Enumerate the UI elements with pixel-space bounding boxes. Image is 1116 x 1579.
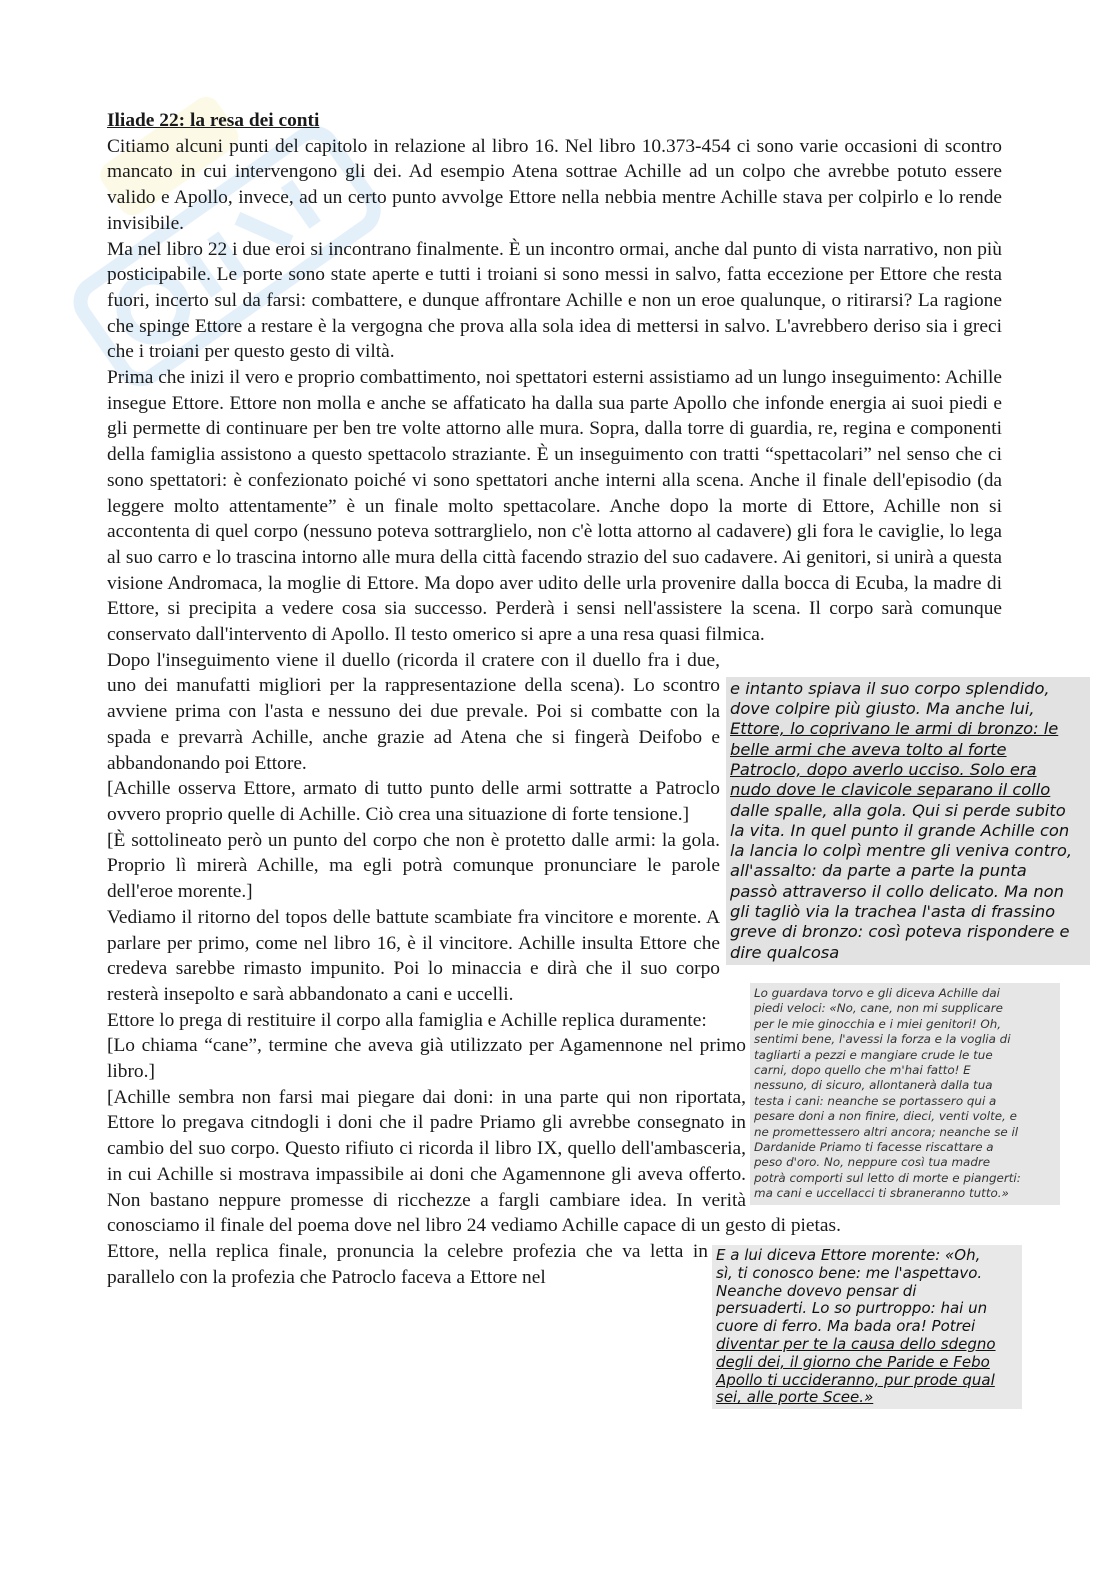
quote-line: degli dei, il giorno che Paride e Febo <box>716 1352 990 1371</box>
quote-line: ne promettessero altri ancora; neanche se il <box>754 1124 1019 1139</box>
document-body <box>107 108 1073 1409</box>
quote-line: Lo guardava torvo e gli diceva Achille dai <box>754 985 1000 1000</box>
quote-line: potrà comporti sul letto di morte e piangerti: <box>754 1170 1021 1185</box>
paragraph: Ettore, nella replica finale, pronuncia la celebre profezia che va letta in parallelo con la profezia che Patroclo faceva a Ettore nel <box>107 1240 708 1288</box>
quote-line: greve di bronzo: così poteva rispondere e <box>730 922 1070 942</box>
quote-line: E a lui diceva Ettore morente: «Oh, <box>716 1245 981 1264</box>
quote-line: diventar per te la causa dello sdegno <box>716 1334 996 1353</box>
quote-line: peso d'oro. No, neppure così tua madre <box>754 1155 991 1170</box>
paragraph: Vediamo il ritorno del topos delle battute scambiate fra vincitore e morente. A parlare per primo, come nel libro 16, è il vincitore. Achille insulta Ettore che credeva sarebbe rimasto impunito. Poi lo minaccia e dirà che il suo corpo resterà insepolto e sarà abbandonato a cani e uccelli. <box>107 906 720 1005</box>
quote-line: carni, dopo quello che m'hai fatto! E <box>754 1062 971 1077</box>
quote-line: passò attraverso il collo delicato. Ma non <box>730 881 1064 901</box>
quote-line: ma cani e uccellacci ti sbraneranno tutto.» <box>754 1186 1009 1201</box>
quote-line: pesare doni a non finire, dieci, venti volte, e <box>754 1109 1017 1124</box>
paragraph: Ma nel libro 22 i due eroi si incontrano finalmente. È un incontro ormai, anche dal punto di vista narrativo, non più posticipabile. Le porte sono state aperte e tutti i troiani si sono messi in salvo, fatta eccezione per Ettore che resta fuori, incerto sul da farsi: combattere, e dunque affrontare Achille e non un eroe qualunque, o ritirarsi? La ragione che spinge Ettore a restare è la vergogna che prova alla sola idea di mettersi in salvo. L'avrebbero deriso sia i greci che i troiani per questo gesto di viltà. <box>107 238 1002 363</box>
quote-line: sì, ti conosco bene: me l'aspettavo. <box>716 1263 983 1282</box>
paragraph: Dopo l'inseguimento viene il duello (ricorda il cratere con il duello fra i due, uno dei manufatti migliori per la rappresentazione della scena). Lo scontro avviene prima con l'asta e nessuno dei due prevale. Poi si combatte con la spada e prevarrà Achille, anche grazie ad Atena che si fingerà Deifobo e abbandonando poi Ettore. <box>107 649 720 774</box>
quote-line: e intanto spiava il suo corpo splendido, <box>730 678 1050 698</box>
paragraph: [Lo chiama “cane”, termine che aveva già utilizzato per Agamennone nel primo libro.] <box>107 1035 746 1083</box>
quote-line: Patroclo, dopo averlo ucciso. Solo era <box>730 759 1037 779</box>
quote-line: Apollo ti uccideranno, pur prode qual <box>716 1370 995 1389</box>
quote-line: gli tagliò via la trachea l'asta di frassino <box>730 902 1056 922</box>
quote-line: per le mie ginocchia e i miei genitori! Oh, <box>754 1016 1002 1031</box>
paragraph: [Achille sembra non farsi mai piegare dai doni: in una parte qui non riportata, Ettore lo pregava citndogli i doni che il padre Priamo gli avrebbe consegnato in cambio del suo corpo. Questo rifiuto ci ricorda il libro IX, quello dell'ambasceria, in cui Achille si mostrava impassibile ai doni che Agamennone gli aveva offerto. Non bastano neppure promesse di ricchezze a fargli cambiare idea. In verità conosciamo il finale del poema dove nel libro 24 vediamo Achille capace di un gesto di pietas. <box>107 1086 841 1237</box>
quote-line: Neanche dovevo pensar di <box>716 1281 917 1300</box>
quote-image-hector <box>712 1245 1022 1409</box>
quote-line: cuore di ferro. Ma bada ora! Potrei <box>716 1317 976 1336</box>
quote-image-duel <box>726 677 1090 965</box>
quote-line: nessuno, di sicuro, allontanerà dalla tua <box>754 1078 993 1093</box>
quote-line: nudo dove le clavicole separano il collo <box>730 780 1051 800</box>
quote-line: dalle spalle, alla gola. Qui si perde subito <box>730 800 1066 820</box>
quote-line: tagliarti a pezzi e mangiare crude le tue <box>754 1047 993 1062</box>
quote-line: testa i cani: neanche se portassero qui a <box>754 1093 997 1108</box>
quote-line: la lancia lo colpì mentre gli veniva contro, <box>730 841 1073 861</box>
page-title: Iliade 22: la resa dei conti <box>107 110 320 131</box>
quote-image-achilles <box>750 983 1060 1205</box>
quote-line: Ettore, lo coprivano le armi di bronzo: le <box>730 719 1059 739</box>
quote-line: persuaderti. Lo so purtroppo: hai un <box>716 1299 988 1318</box>
paragraph: Citiamo alcuni punti del capitolo in relazione al libro 16. Nel libro 10.373-454 ci sono varie occasioni di scontro mancato in cui intervengono gli dei. Ad esempio Atena sottrae Achille ad un colpo che avrebbe potuto essere valido e Apollo, invece, ad un certo punto avvolge Ettore nella nebbia mentre Achille stava per colpirlo e lo rende invisibile. <box>107 135 1002 234</box>
quote-line: all'assalto: da parte a parte la punta <box>730 861 1027 881</box>
paragraph: Ettore lo prega di restituire il corpo alla famiglia e Achille replica duramente: <box>107 1009 707 1031</box>
quote-line: belle armi che aveva tolto al forte <box>730 739 1007 759</box>
quote-line: sei, alle porte Scee.» <box>716 1388 874 1407</box>
quote-line: dire qualcosa <box>730 942 840 962</box>
quote-line: sentimi bene, l'avessi la forza e la voglia di <box>754 1032 1011 1047</box>
quote-line: la vita. In quel punto il grande Achille con <box>730 820 1070 840</box>
paragraph: [Achille osserva Ettore, armato di tutto punto delle armi sottratte a Patroclo ovvero proprio quelle di Achille. Ciò crea una situazione di forte tensione.] <box>107 778 720 825</box>
quote-line: dove colpire più giusto. Ma anche lui, <box>730 699 1035 719</box>
quote-line: Dardanide Priamo ti facesse riscattare a <box>754 1139 994 1154</box>
quote-line: piedi veloci: «No, cane, non mi supplicare <box>754 1001 1003 1016</box>
paragraph: [È sottolineato però un punto del corpo che non è protetto dalle armi: la gola. Proprio lì mirerà Achille, ma egli potrà comunque pronunciare le parole dell'eroe morente.] <box>107 829 720 903</box>
paragraph: Prima che inizi il vero e proprio combattimento, noi spettatori esterni assistiamo ad un lungo inseguimento: Achille insegue Ettore. Ettore non molla e anche se affaticato ha dalla sua parte Apollo che infonde energia ai suoi piedi e gli permette di continuare per ben tre volte attorno alle mura. Sopra, dalla torre di guardia, re, regina e componenti della famiglia assistono a questo spettacolo straziante. È un inseguimento con tratti “spettacolari” nel senso che ci sono spettatori: è confezionato poiché vi sono spettatori anche interni alla scena. Anche il finale dell'episodio (da leggere molto attentamente” è un finale molto spettacolare. Anche dopo la morte di Ettore, Achille non si accontenta di quel corpo (nessuno poteva sottrarglielo, non c'è lotta attorno al cadavere) gli fora le caviglie, lo lega al suo carro e lo trascina intorno alle mura della città facendo strazio del suo cadavere. Ai genitori, si unirà a questa visione Andromaca, la moglie di Ettore. Ma dopo aver udito delle urla provenire dalla bocca di Ecuba, la madre di Ettore, si precipita a vedere cosa sia successo. Perderà i sensi nell'assistere la scena. Il corpo sarà comunque conservato dall'intervento di Apollo. Il testo omerico si apre a una resa quasi filmica. <box>107 367 1002 646</box>
